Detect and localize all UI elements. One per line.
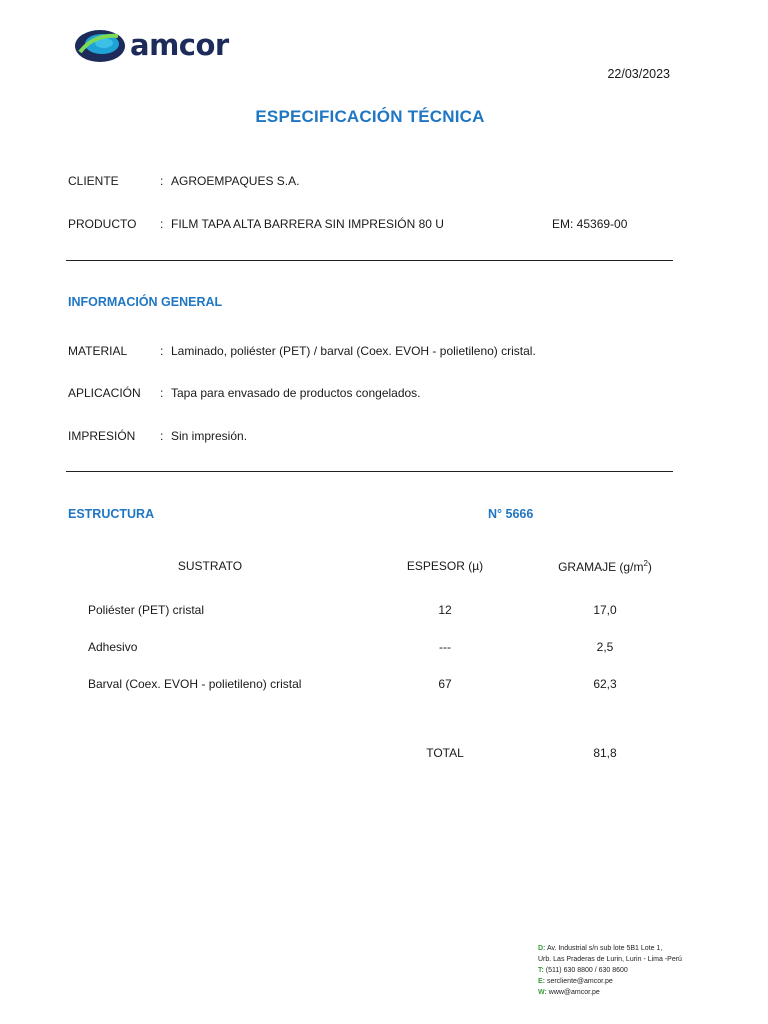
producto-value: FILM TAPA ALTA BARRERA SIN IMPRESIÓN 80 U xyxy=(171,217,444,231)
material-label: MATERIAL xyxy=(68,344,128,358)
colon: : xyxy=(160,429,164,443)
column-header-sustrato: SUSTRATO xyxy=(177,559,243,573)
table-row-gramaje: 2,5 xyxy=(596,640,614,654)
divider xyxy=(66,260,673,261)
colon: : xyxy=(160,217,164,231)
cliente-label: CLIENTE xyxy=(68,174,119,188)
aplicacion-label: APLICACIÓN xyxy=(68,386,141,400)
section-heading-estructura: ESTRUCTURA xyxy=(68,507,155,521)
brand-name: amcor xyxy=(130,28,229,62)
table-row-espesor: 12 xyxy=(438,603,452,617)
amcor-logo xyxy=(74,26,244,66)
table-row-espesor: --- xyxy=(439,640,451,654)
table-row-sustrato: Poliéster (PET) cristal xyxy=(88,603,205,617)
colon: : xyxy=(160,174,164,188)
column-header-espesor: ESPESOR (µ) xyxy=(406,559,484,573)
table-row-sustrato: Adhesivo xyxy=(88,640,138,654)
cliente-value: AGROEMPAQUES S.A. xyxy=(171,174,300,188)
aplicacion-value: Tapa para envasado de productos congelados. xyxy=(171,386,421,400)
impresion-label: IMPRESIÓN xyxy=(68,429,136,443)
section-heading-general: INFORMACIÓN GENERAL xyxy=(68,295,223,309)
footer-contact: D: Av. Industrial s/n sub lote 5B1 Lote 1, Urb. Las Praderas de Lurin, Lurin - Lima -Perú T: (511) 630 8800 / 630 8600 E: sercliente@amcor.pe W: www@amcor.pe xyxy=(538,945,682,996)
producto-label: PRODUCTO xyxy=(68,217,137,231)
total-value: 81,8 xyxy=(593,746,617,760)
table-row-espesor: 67 xyxy=(438,677,452,691)
total-label: TOTAL xyxy=(426,746,464,760)
page-title: ESPECIFICACIÓN TÉCNICA xyxy=(255,107,485,126)
table-row-gramaje: 62,3 xyxy=(593,677,617,691)
colon: : xyxy=(160,344,164,358)
document-date: 22/03/2023 xyxy=(607,67,670,81)
table-row-gramaje: 17,0 xyxy=(593,603,617,617)
table-row-sustrato: Barval (Coex. EVOH - polietileno) cristal xyxy=(88,677,302,691)
em-code: EM: 45369-00 xyxy=(552,217,628,231)
divider xyxy=(66,471,673,472)
amcor-logo-mark-icon xyxy=(74,26,126,66)
estructura-number: N° 5666 xyxy=(488,507,534,521)
impresion-value: Sin impresión. xyxy=(171,429,248,443)
material-value: Laminado, poliéster (PET) / barval (Coex. EVOH - polietileno) cristal. xyxy=(171,344,536,358)
colon: : xyxy=(160,386,164,400)
column-header-gramaje: GRAMAJE $(g/m^2)$ xyxy=(558,559,652,574)
